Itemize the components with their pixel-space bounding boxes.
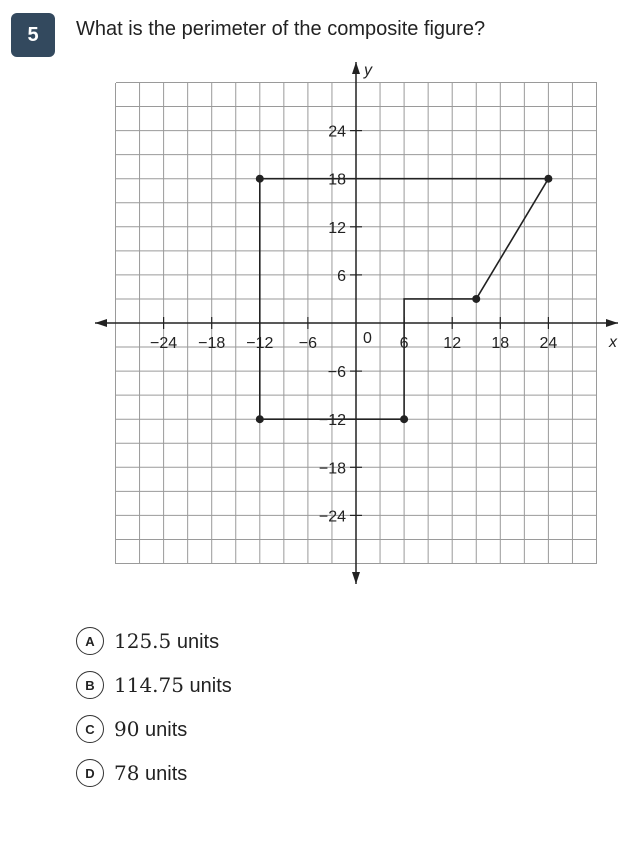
x-tick-label: −12 [246,335,274,352]
y-tick-label: −12 [318,412,346,430]
choice-d-unit: units [139,762,188,785]
choice-d[interactable] [76,756,232,790]
y-axis-label: y [364,62,372,79]
y-tick-label: 6 [337,267,346,285]
choice-b-unit: units [183,674,232,697]
y-tick-label: 12 [328,219,346,237]
x-tick-label: −6 [298,335,318,352]
x-tick-label: 18 [491,335,510,352]
choice-a-value: 125.5 [114,628,172,653]
figure-vertex-point [256,175,264,183]
x-tick-label: 12 [443,335,462,352]
answer-choices [76,624,232,800]
choice-b[interactable] [76,668,232,702]
figure-vertex-point [544,175,552,183]
choice-c-unit: units [139,718,188,741]
choice-a-unit: units [171,630,220,653]
x-tick-label: −18 [198,335,226,352]
choice-d-value: 78 [114,760,140,785]
choice-b-value: 114.75 [114,672,184,697]
question-number-badge: 5 [11,13,55,57]
y-tick-label: −18 [318,460,346,478]
x-tick-label: −24 [150,335,178,352]
origin-label: 0 [363,330,372,347]
y-tick-label: −24 [318,508,346,526]
figure-vertex-point [256,415,264,423]
x-axis-right-arrow-icon [606,319,618,327]
y-axis-down-arrow-icon [352,572,360,584]
x-tick-label: 24 [539,335,558,352]
y-axis-up-arrow-icon [352,62,360,74]
choice-letter-b: B [76,671,104,699]
y-tick-label: 24 [328,123,346,141]
x-tick-label: 6 [399,335,409,352]
choice-c-value: 90 [114,716,140,741]
x-axis-left-arrow-icon [95,319,107,327]
choice-a[interactable] [76,624,232,658]
figure-vertex-point [400,415,408,423]
x-axis-label: x [609,334,617,351]
y-tick-label: −6 [327,364,346,382]
choice-letter-a: A [76,627,104,655]
choice-c[interactable] [76,712,232,746]
choice-letter-c: C [76,715,104,743]
y-tick-label: 18 [328,171,346,189]
choice-letter-d: D [76,759,104,787]
figure-vertex-point [472,295,480,303]
question-text: What is the perimeter of the composite figure? [76,18,486,40]
